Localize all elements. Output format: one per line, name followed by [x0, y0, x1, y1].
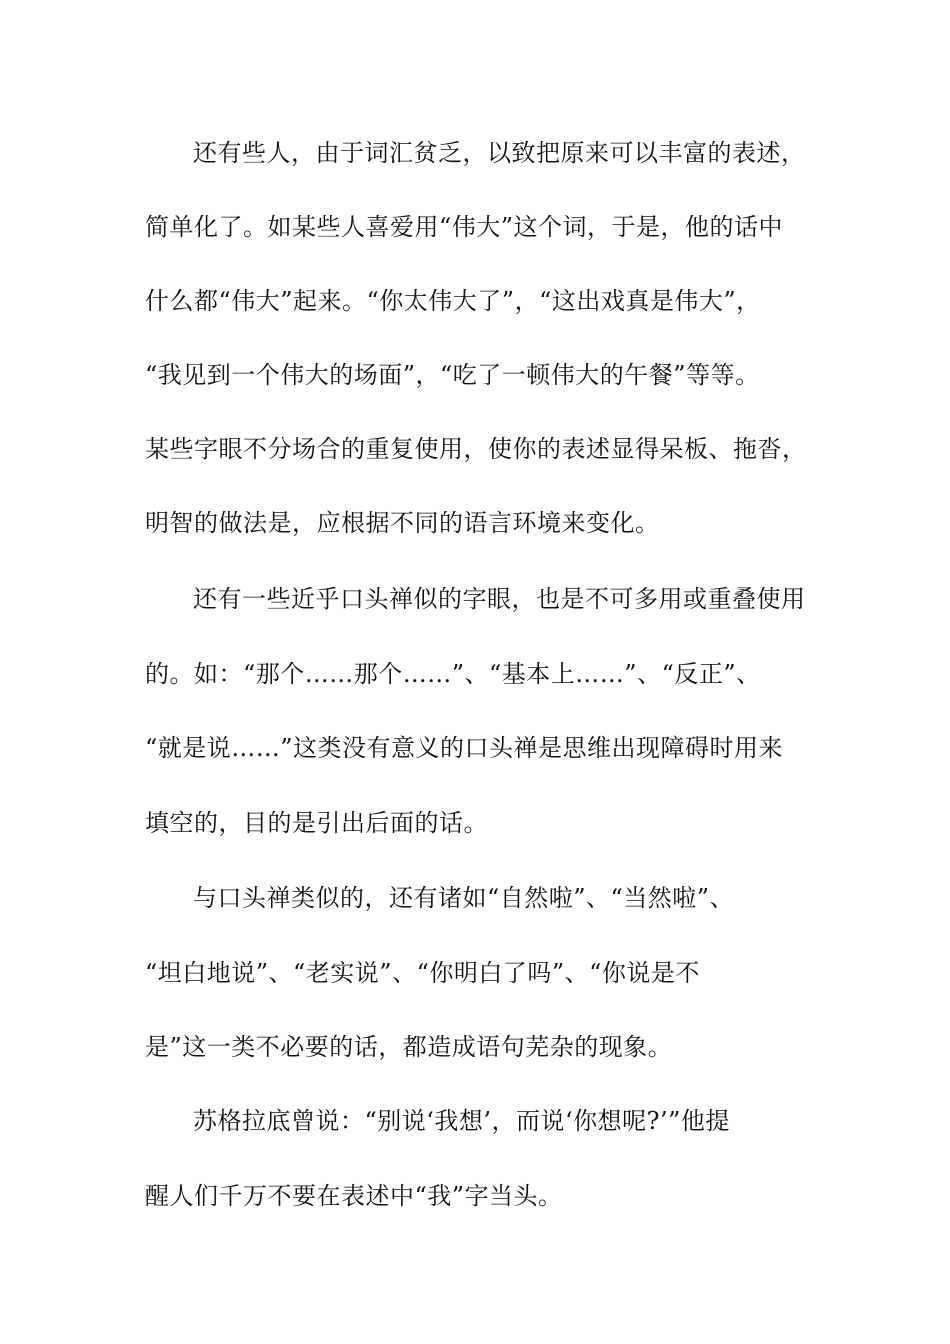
paragraph-1-line-3: 什么都“伟大”起来。“你太伟大了”，“这出戏真是伟大”， — [145, 287, 761, 315]
paragraph-3-line-3: 是”这一类不必要的话，都造成语句芜杂的现象。 — [145, 1033, 673, 1061]
paragraph-2-line-2: 的。如：“那个……那个……”、“基本上……”、“反正”、 — [145, 660, 761, 688]
paragraph-1-line-4: “我见到一个伟大的场面”，“吃了一顿伟大的午餐”等等。 — [145, 361, 760, 389]
paragraph-2-line-4: 填空的，目的是引出后面的话。 — [145, 809, 488, 837]
paragraph-3-line-2: “坦白地说”、“老实说”、“你明白了吗”、“你说是不 — [145, 959, 700, 987]
paragraph-2-line-1: 还有一些近乎口头禅似的字眼，也是不可多用或重叠使用 — [193, 585, 806, 613]
paragraph-1-line-5: 某些字眼不分场合的重复使用，使你的表述显得呆板、拖沓， — [145, 435, 807, 463]
paragraph-2-line-3: “就是说……”这类没有意义的口头禅是思维出现障碍时用来 — [145, 734, 784, 762]
paragraph-4-line-1: 苏格拉底曾说：“别说‘我想’，而说‘你想呢?’”他提 — [193, 1107, 730, 1135]
paragraph-1-line-2: 简单化了。如某些人喜爱用“伟大”这个词，于是，他的话中 — [145, 213, 784, 241]
paragraph-1-line-6: 明智的做法是，应根据不同的语言环境来变化。 — [145, 509, 660, 537]
paragraph-4-line-2: 醒人们千万不要在表述中“我”字当头。 — [145, 1182, 563, 1210]
paragraph-1-line-1: 还有些人，由于词汇贫乏，以致把原来可以丰富的表述， — [193, 139, 806, 167]
paragraph-3-line-1: 与口头禅类似的，还有诸如“自然啦”、“当然啦”、 — [193, 884, 735, 912]
